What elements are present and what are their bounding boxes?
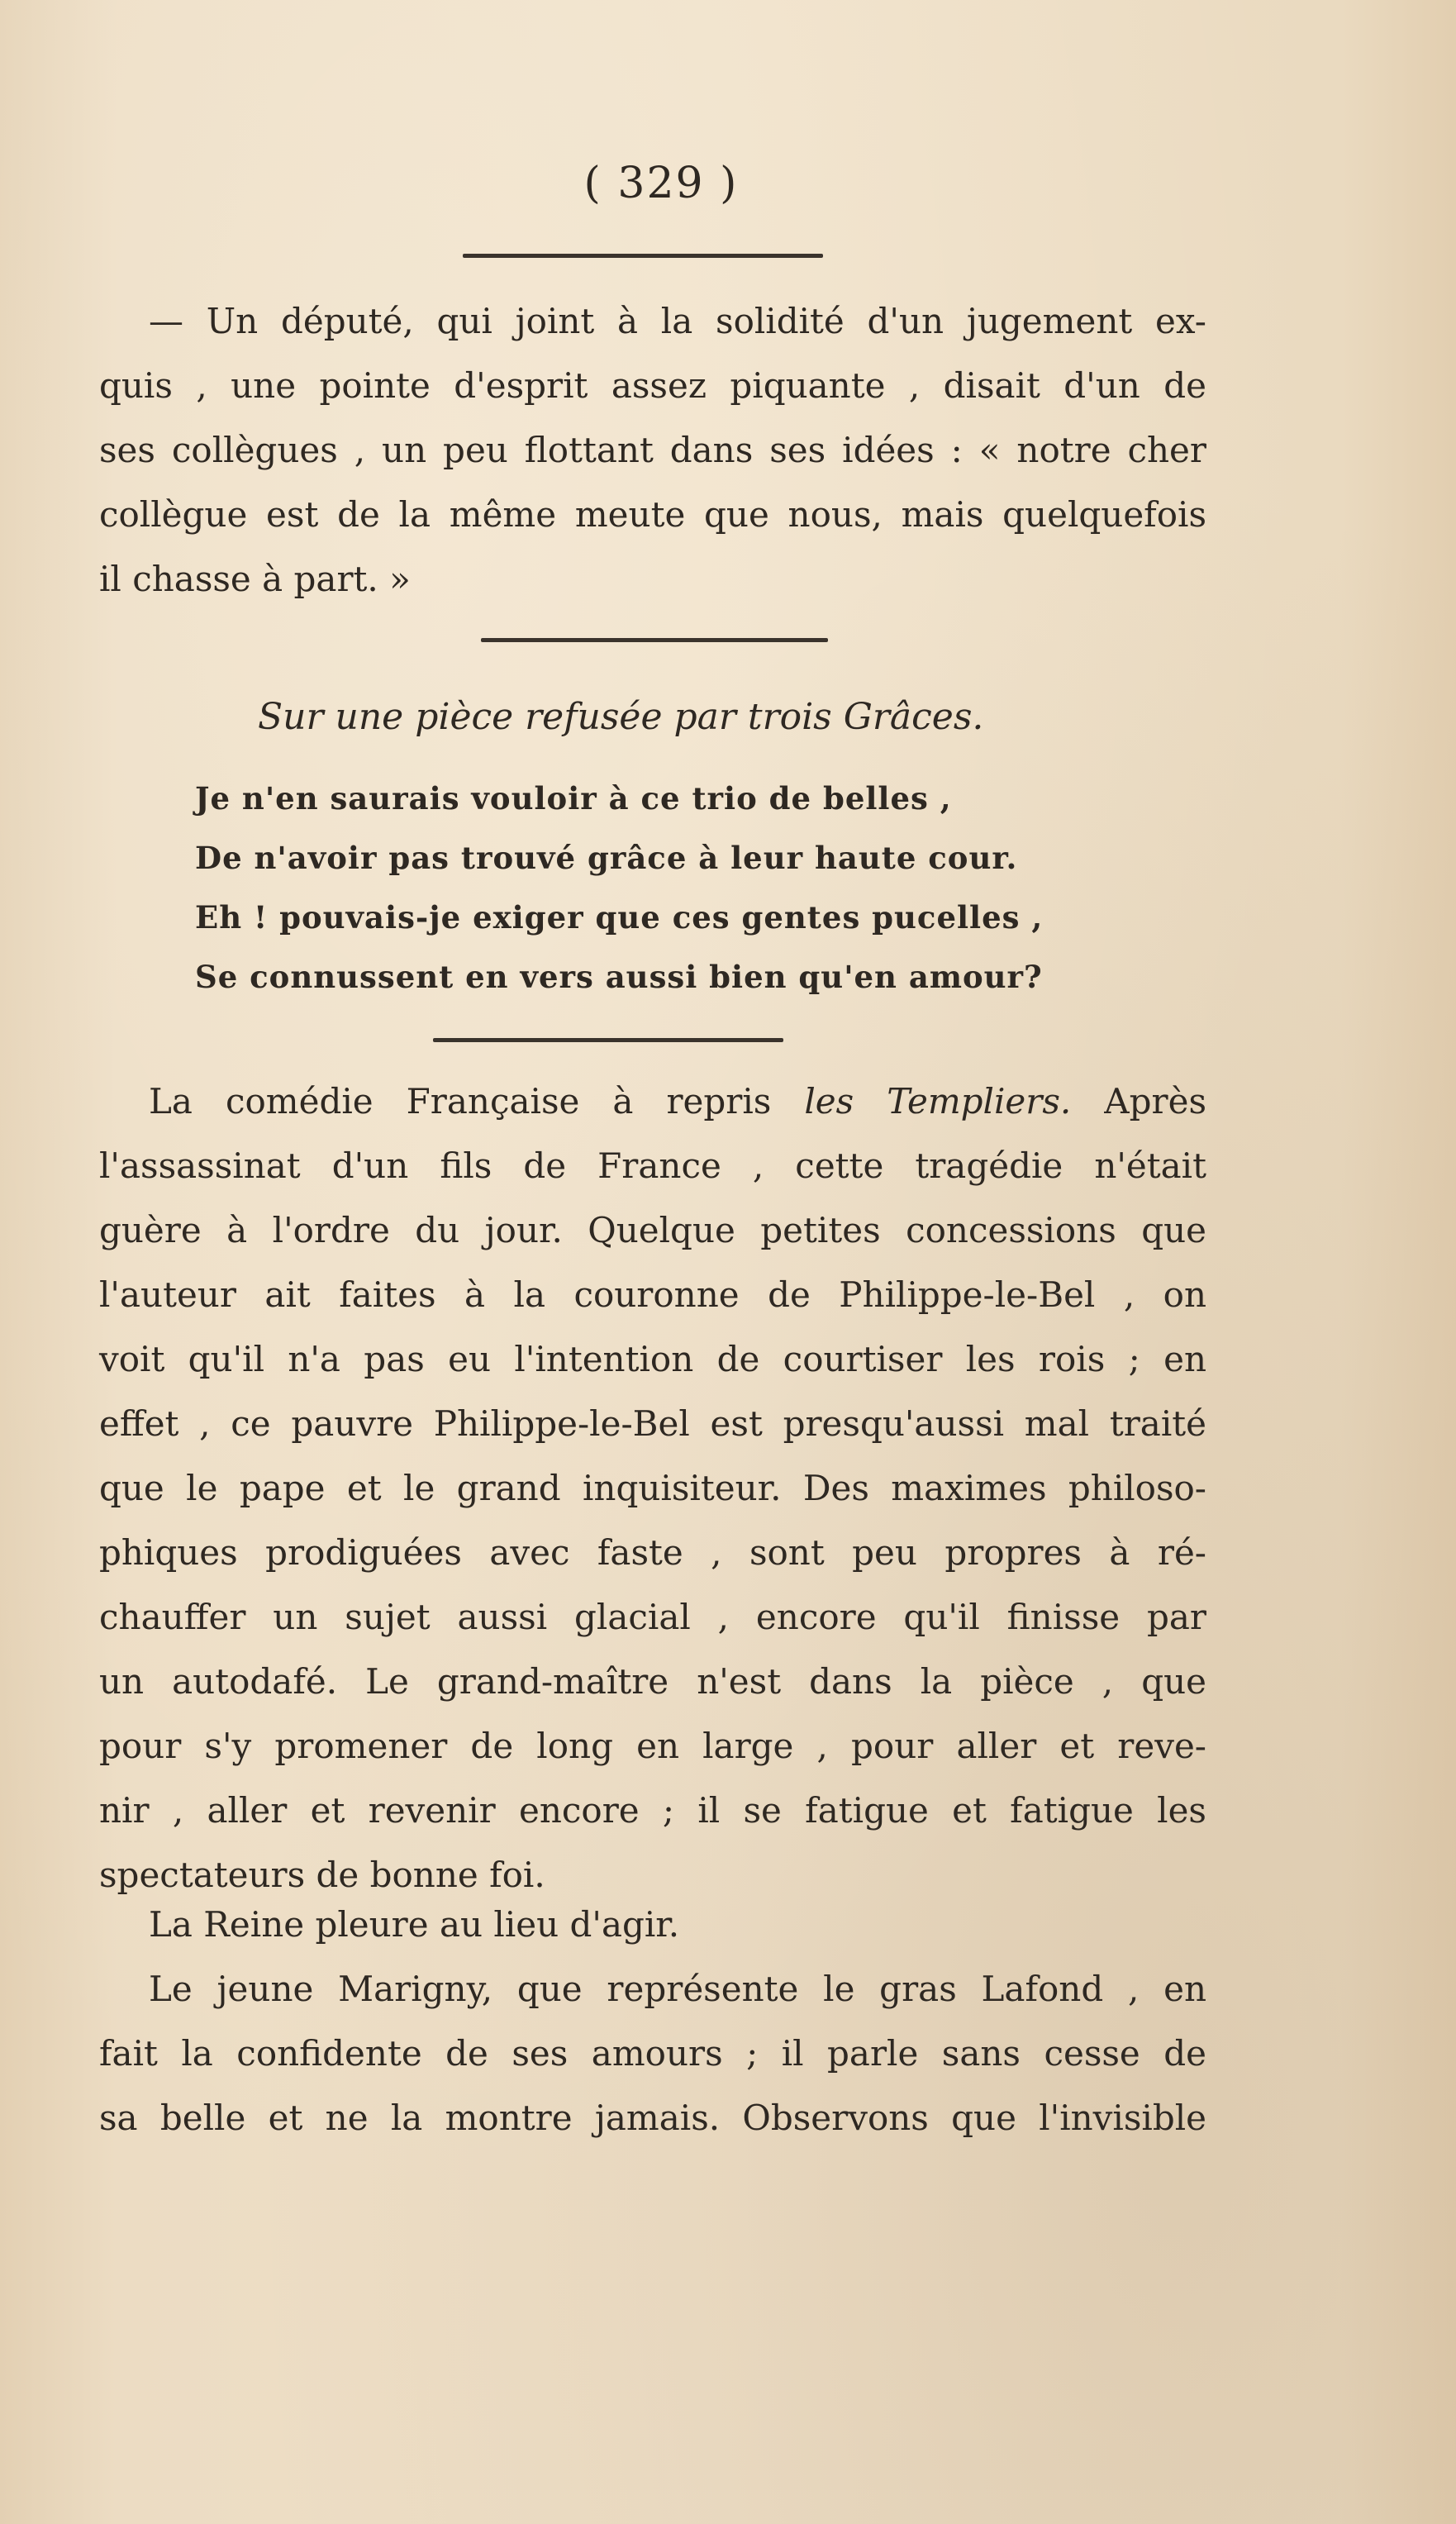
text-line: fait la confidente de ses amours ; il parle sans cesse de bbox=[99, 2033, 1206, 2074]
page-number: ( 329 ) bbox=[583, 159, 739, 208]
verse-line: De n'avoir pas trouvé grâce à leur haute cour. bbox=[195, 840, 1018, 876]
closing-paragraph bbox=[99, 1957, 1206, 2150]
separator-rule bbox=[481, 638, 828, 642]
text-line: l'auteur ait faites à la couronne de Philippe-le-Bel , on bbox=[99, 1274, 1206, 1315]
text-line: que le pape et le grand inquisiteur. Des maximes philoso- bbox=[99, 1468, 1206, 1508]
separator-rule bbox=[463, 254, 823, 258]
text-line: Le jeune Marigny, que représente le gras Lafond , en bbox=[149, 1969, 1206, 2009]
text-line: spectateurs de bonne foi. bbox=[99, 1855, 545, 1895]
text-line: chauffer un sujet aussi glacial , encore qu'il finisse par bbox=[99, 1597, 1206, 1637]
text-line: La Reine pleure au lieu d'agir. bbox=[149, 1904, 680, 1945]
text-line: quis , une pointe d'esprit assez piquante , disait d'un de bbox=[99, 365, 1206, 406]
text-line: collègue est de la même meute que nous, mais quelquefois bbox=[99, 494, 1206, 535]
text-line: voit qu'il n'a pas eu l'intention de courtiser les rois ; en bbox=[99, 1339, 1206, 1379]
text-line: effet , ce pauvre Philippe-le-Bel est presqu'aussi mal traité bbox=[99, 1403, 1206, 1444]
text-line: — Un député, qui joint à la solidité d'un jugement ex- bbox=[149, 301, 1206, 341]
text-line: un autodafé. Le grand-maître n'est dans la pièce , que bbox=[99, 1661, 1206, 1702]
text-line: l'assassinat d'un fils de France , cette tragédie n'était bbox=[99, 1145, 1206, 1186]
text-line bbox=[99, 1069, 1206, 1134]
poem-verses bbox=[195, 769, 1043, 1007]
text-segment: Après bbox=[1104, 1081, 1206, 1122]
separator-rule bbox=[433, 1038, 783, 1042]
verse-line: Se connussent en vers aussi bien qu'en amour? bbox=[195, 959, 1043, 995]
verse-line: Eh ! pouvais-je exiger que ces gentes pucelles , bbox=[195, 899, 1044, 936]
text-segment: La comédie Française à repris bbox=[149, 1081, 772, 1122]
play-title: les Templiers. bbox=[804, 1081, 1072, 1122]
text-line: il chasse à part. » bbox=[99, 559, 411, 599]
text-line: pour s'y promener de long en large , pour aller et reve- bbox=[99, 1726, 1206, 1766]
verse-line: Je n'en saurais vouloir à ce trio de belles , bbox=[195, 780, 952, 817]
anecdote-paragraph bbox=[99, 289, 1206, 612]
text-line: ses collègues , un peu flottant dans ses idées : « notre cher bbox=[99, 430, 1206, 470]
text-line: nir , aller et revenir encore ; il se fatigue et fatigue les bbox=[99, 1790, 1206, 1831]
short-paragraph bbox=[99, 1893, 1206, 1957]
text-line: sa belle et ne la montre jamais. Observons que l'invisible bbox=[99, 2098, 1206, 2138]
poem-title: Sur une pièce refusée par trois Grâces. bbox=[258, 696, 984, 738]
text-line: phiques prodiguées avec faste , sont peu propres à ré- bbox=[99, 1532, 1206, 1573]
review-paragraph bbox=[99, 1069, 1206, 1907]
text-line: guère à l'ordre du jour. Quelque petites concessions que bbox=[99, 1210, 1206, 1250]
